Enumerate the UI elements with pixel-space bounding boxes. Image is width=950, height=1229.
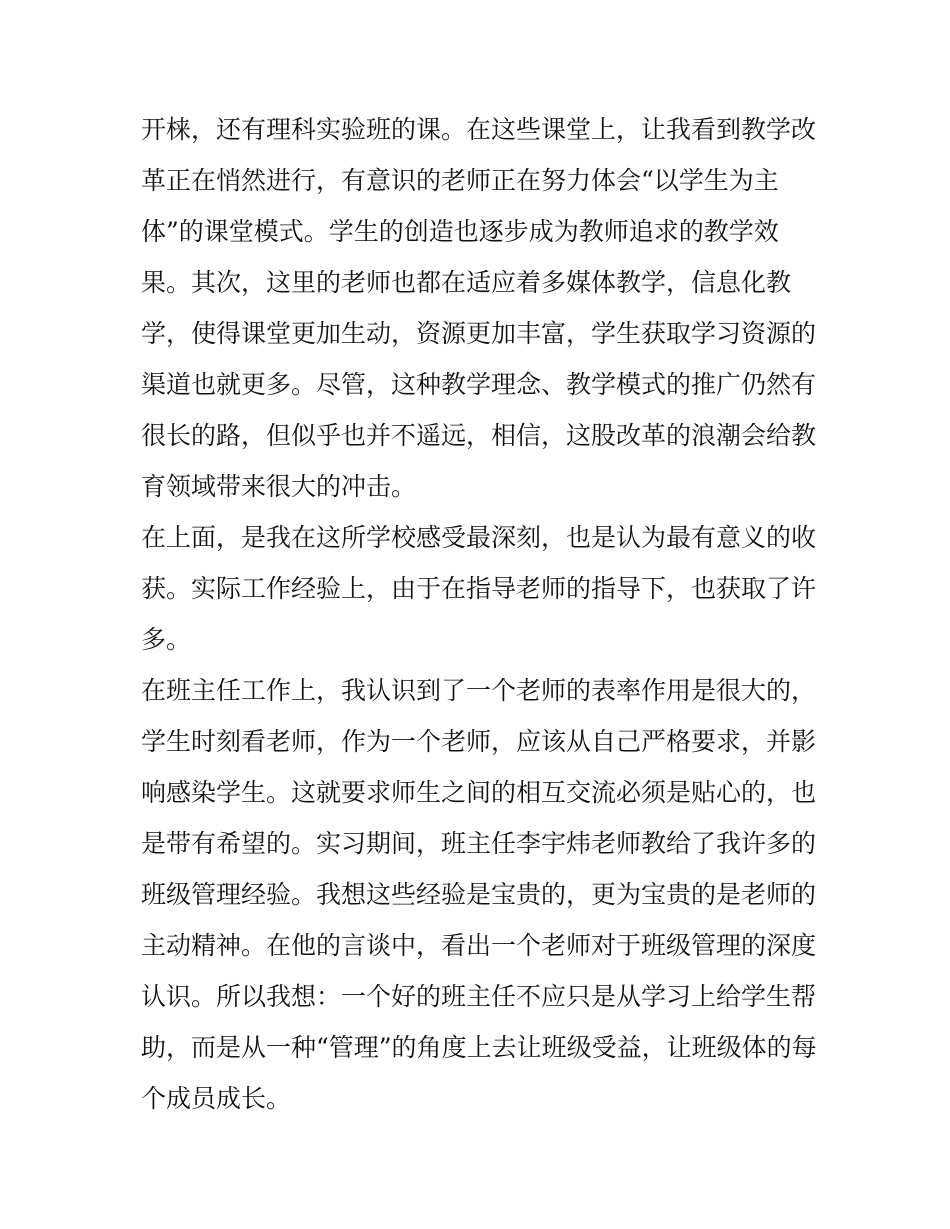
text-line-16: 班级管理经验。我想这些经验是宝贵的，更为宝贵的是老师的 <box>141 880 817 909</box>
text-line-7: 很长的路，但似乎也并不遥远，相信，这股改革的浪潮会给教 <box>141 421 817 450</box>
text-line-2: 革正在悄然进行，有意识的老师正在努力体会“以学生为主 <box>141 166 779 195</box>
text-line-11: 多。 <box>141 625 192 654</box>
text-line-8: 育领域带来很大的冲击。 <box>141 472 417 501</box>
text-line-4: 果。其次，这里的老师也都在适应着多媒体教学，信息化教 <box>141 268 792 297</box>
text-line-15: 是带有希望的。实习期间，班主任李宇炜老师教给了我许多的 <box>141 829 817 858</box>
text-line-20: 个成员成长。 <box>141 1084 292 1113</box>
text-line-14: 响感染学生。这就要求师生之间的相互交流必须是贴心的，也 <box>141 778 817 807</box>
text-line-9: 在上面，是我在这所学校感受最深刻，也是认为最有意义的收 <box>141 523 817 552</box>
text-line-18: 认识。所以我想：一个好的班主任不应只是从学习上给学生帮 <box>141 982 817 1011</box>
text-line-10: 获。实际工作经验上，由于在指导老师的指导下，也获取了许 <box>141 574 817 603</box>
text-line-3: 体”的课堂模式。学生的创造也逐步成为教师追求的教学效 <box>141 217 779 246</box>
text-line-1: 开梾，还有理科实验班的课。在这些课堂上，让我看到教学改 <box>141 115 817 144</box>
text-line-5: 学，使得课堂更加生动，资源更加丰富，学生获取学习资源的 <box>141 319 817 348</box>
text-line-12: 在班主任工作上，我认识到了一个老师的表率作用是很大的， <box>141 676 817 705</box>
document-body <box>141 104 821 1124</box>
text-line-13: 学生时刻看老师，作为一个老师，应该从自己严格要求，并影 <box>141 727 817 756</box>
text-line-17: 主动精神。在他的言谈中，看出一个老师对于班级管理的深度 <box>141 931 817 960</box>
text-line-6: 渠道也就更多。尽管，这种教学理念、教学模式的推广仍然有 <box>141 370 817 399</box>
text-line-19: 助，而是从一种“管理”的角度上去让班级受益，让班级体的每 <box>141 1033 817 1062</box>
